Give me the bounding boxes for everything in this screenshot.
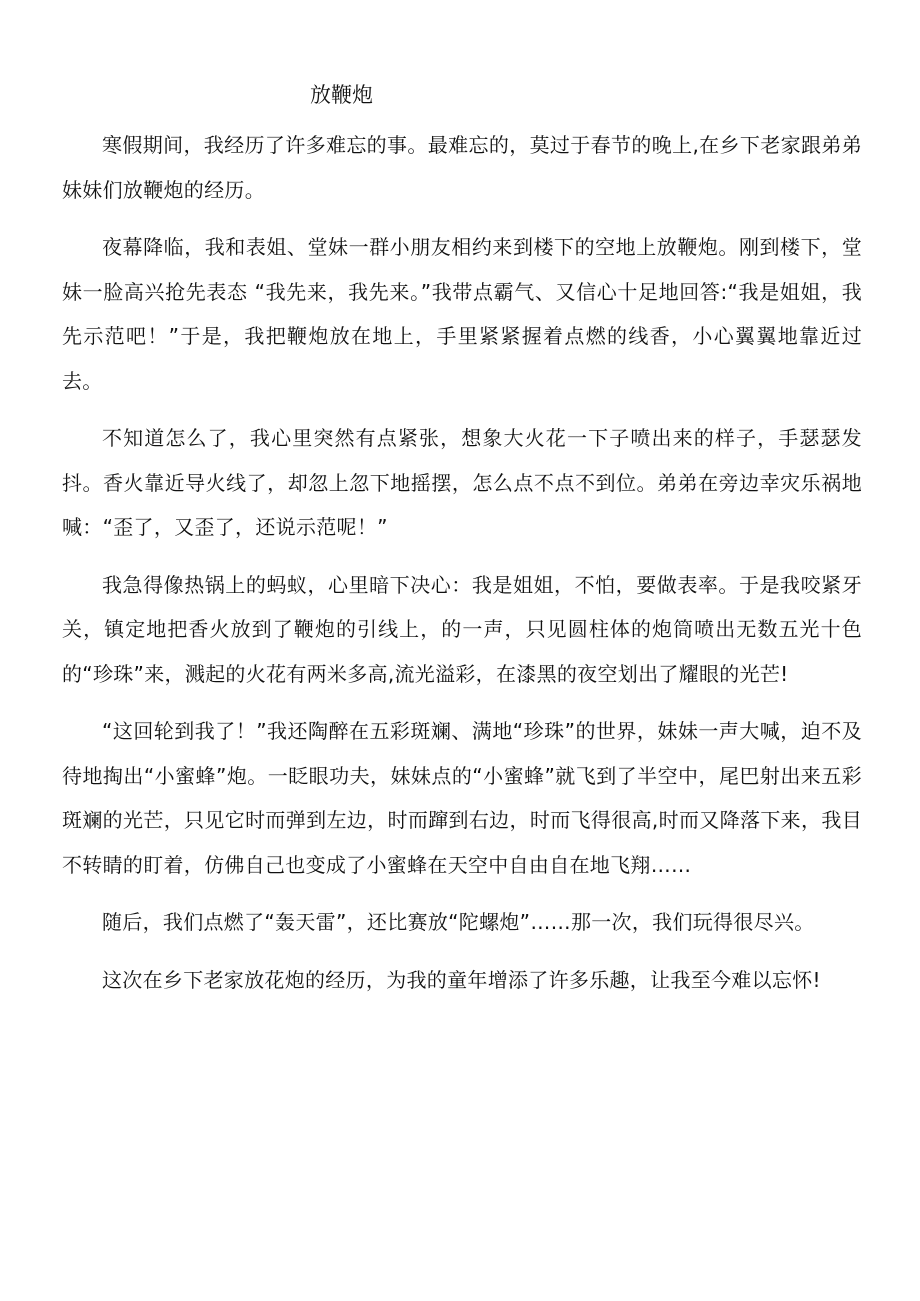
essay-body <box>62 123 862 1015</box>
paragraph-3: 不知道怎么了，我心里突然有点紧张，想象大火花一下子喷出来的样子，手瑟瑟发抖。香火靠近导火线了，却忽上忽下地摇摆，怎么点不点不到位。弟弟在旁边幸灾乐祸地喊：“歪了，又歪了，还说示范呢！” <box>62 426 862 539</box>
paragraph-7: 这次在乡下老家放花炮的经历，为我的童年增添了许多乐趣，让我至今难以忘怀! <box>102 967 821 992</box>
essay-title: 放鞭炮 <box>310 83 373 107</box>
paragraph-6: 随后，我们点燃了“轰天雷”，还比赛放“陀螺炮”……那一次，我们玩得很尽兴。 <box>102 910 815 934</box>
paragraph-5: “这回轮到我了！”我还陶醉在五彩斑斓、满地“珍珠”的世界，妹妹一声大喊，迫不及待地掏出“小蜜蜂”炮。一眨眼功夫，妹妹点的“小蜜蜂”就飞到了半空中，尾巴射出来五彩斑斓的光芒，只见它时而弹到左边，时而蹿到右边，时而飞得很高,时而又降落下来，我目不转睛的盯着，仿佛自己也变成了小蜜蜂在天空中自由自在地飞翔…… <box>62 719 862 877</box>
paragraph-1: 寒假期间，我经历了许多难忘的事。最难忘的，莫过于春节的晚上,在乡下老家跟弟弟妹妹们放鞭炮的经历。 <box>62 133 862 202</box>
paragraph-2: 夜幕降临，我和表姐、堂妹一群小朋友相约来到楼下的空地上放鞭炮。刚到楼下，堂妹一脸高兴抢先表态 “我先来，我先来。”我带点霸气、又信心十足地回答:“我是姐姐，我先示范吧！”于是，我把鞭炮放在地上，手里紧紧握着点燃的线香，小心翼翼地靠近过去。 <box>62 235 862 393</box>
paragraph-4: 我急得像热锅上的蚂蚁，心里暗下决心：我是姐姐，不怕，要做表率。于是我咬紧牙关，镇定地把香火放到了鞭炮的引线上，的一声，只见圆柱体的炮筒喷出无数五光十色的“珍珠”来，溅起的火花有两米多高,流光溢彩，在漆黑的夜空划出了耀眼的光芒! <box>62 572 862 686</box>
